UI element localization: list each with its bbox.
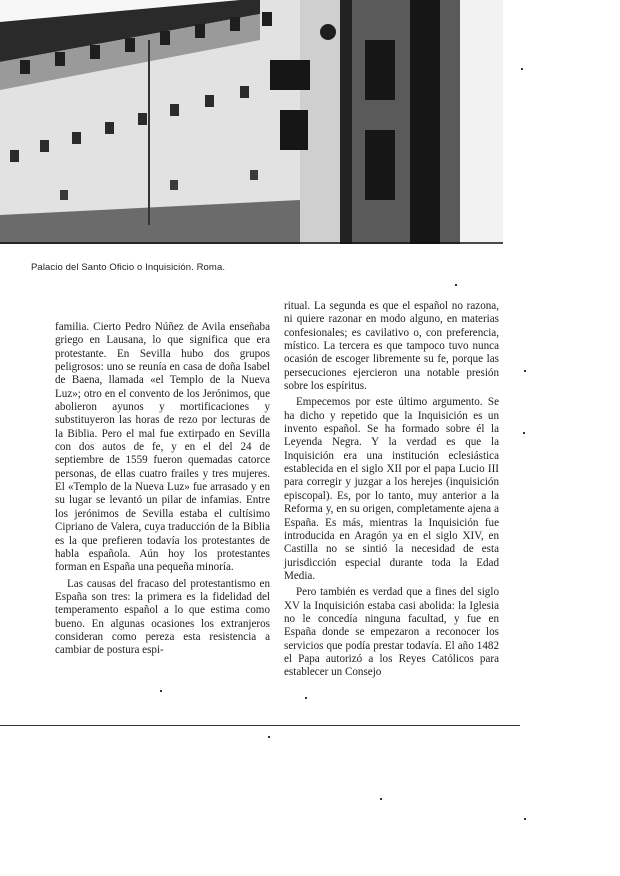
scan-speck <box>524 370 526 372</box>
paragraph: Las causas del fracaso del protestantismo en España son tres: la primera es la fidelidad del temperamento español a lo que estima como bueno. En algunas ocasiones los extranjeros consideran como pereza esta resistencia a cambiar de postura espi- <box>55 577 270 657</box>
paragraph: ritual. La segunda es que el español no razona, ni quiere razonar en modo alguno, en materias confesionales; es cavilativo o, con preferencia, místico. La tercera es que tampoco tuvo nunca ocasión de escoger libremente su fe, porque las persecuciones ejercieron una notable presión sobre los espíritus. <box>284 300 499 393</box>
scan-speck <box>380 798 382 800</box>
palace-photograph <box>0 0 503 244</box>
paragraph: Pero también es verdad que a fines del siglo XV la Inquisición estaba casi abolida: la Iglesia no le concedía ninguna facultad, y fue en España donde se empezaron a reconocer los servicios que podía prestar todavía. El año 1482 el Papa autorizó a los Reyes Católicos para establecer un Consejo <box>284 586 499 679</box>
left-text-column <box>55 321 270 658</box>
scan-edge-line <box>0 725 520 726</box>
scan-speck <box>523 432 525 434</box>
paragraph: Empecemos por este último argumento. Se ha dicho y repetido que la Inquisición es un invento español. Se ha formado sobre él la Leyenda Negra. Y la verdad es que la Inquisición era una institución eclesiástica establecida en el siglo XII por el papa Lucio III para corregir y juzgar a los herejes (inquisición episcopal). Es, por lo tanto, muy anterior a la Reforma y, en su origen, completamente ajena a España. Es más, mientras la Inquisición fue introducida en Aragón ya en el siglo XIV, en Castilla no se sintió la necesidad de esta jurisdicción especial durante toda la Edad Media. <box>284 396 499 582</box>
scan-speck <box>160 690 162 692</box>
scan-speck <box>455 284 457 286</box>
scan-speck <box>305 697 307 699</box>
scan-speck <box>268 736 270 738</box>
photo-caption: Palacio del Santo Oficio o Inquisición. Roma. <box>31 262 226 273</box>
building-illustration <box>0 0 503 244</box>
right-text-column <box>284 300 499 680</box>
scan-speck <box>524 818 526 820</box>
paragraph: familia. Cierto Pedro Núñez de Avila enseñaba griego en Lausana, lo que significa que era protestante. En Sevilla hubo dos grupos peligrosos: uno se reunía en casa de doña Isabel de Baena, llamada «el Templo de la Nueva Luz»; otro en el convento de los Jerónimos, que abolieron ayunos y mortificaciones y substituyeron las horas de rezo por lecturas de la Biblia. Pero el mal fue extirpado en Sevilla con dos autos de fe, y en el del 24 de septiembre de 1559 fueron quemadas catorce personas, de ellas cuatro frailes y tres mujeres. El «Templo de la Nueva Luz» fue arrasado y en su lugar se levantó un pilar de infamias. Entre los jerónimos de Sevilla estaba el cultísimo Cipriano de Valera, cuya traducción de la Biblia es la que prefieren todavía los protestantes de habla española. Aún hoy los protestantes forman en España una pequeña minoría. <box>55 321 270 574</box>
scan-speck <box>521 68 523 70</box>
